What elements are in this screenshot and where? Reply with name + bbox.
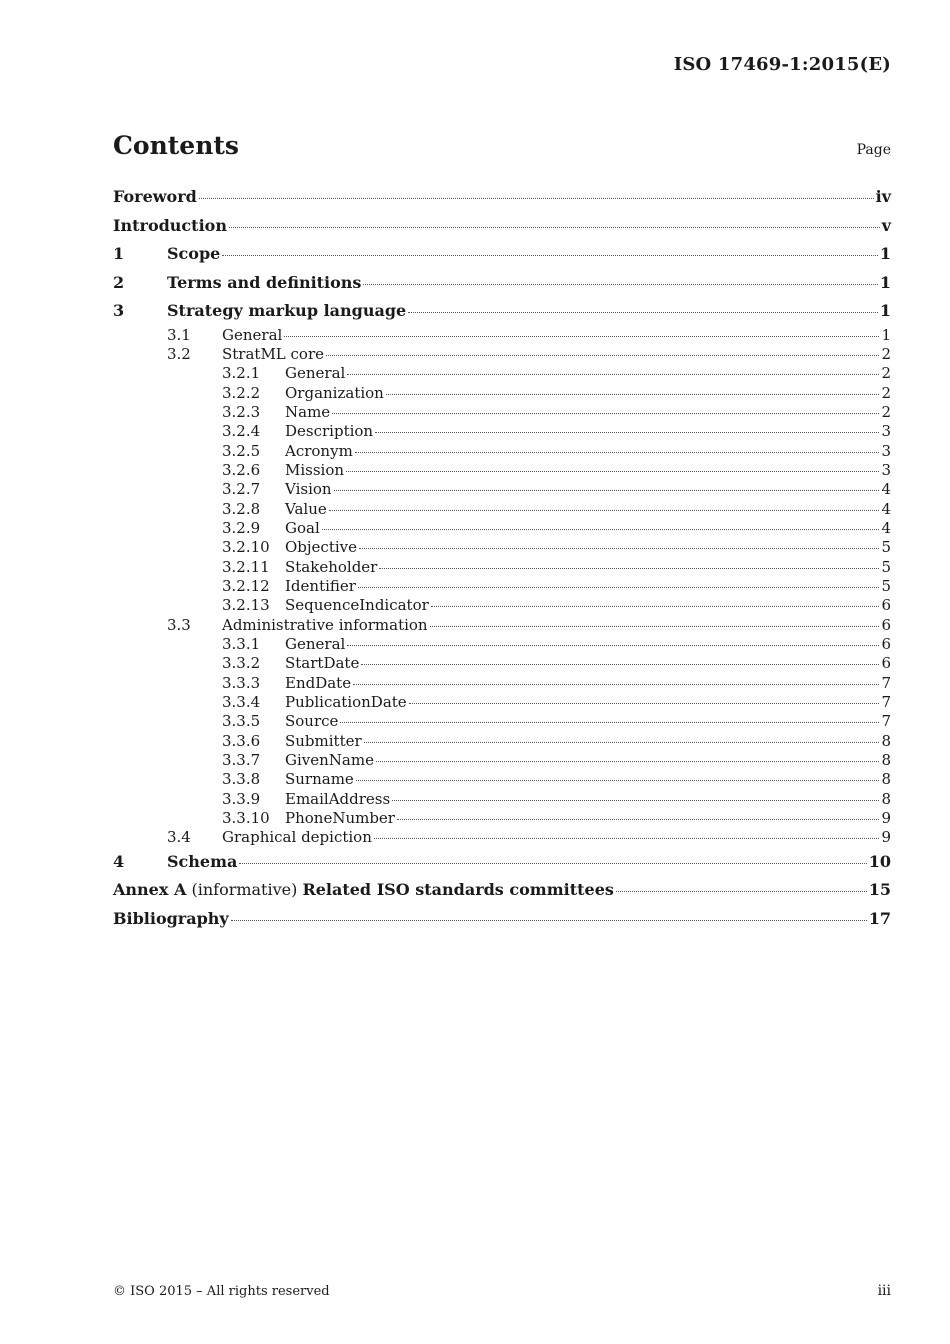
toc-entry[interactable] bbox=[113, 500, 891, 519]
toc-entry-number: 3.3.4 bbox=[222, 693, 261, 712]
footer-copyright: © ISO 2015 – All rights reserved bbox=[113, 1284, 330, 1299]
dot-leader bbox=[431, 606, 880, 607]
toc-entry-number: 3.2.2 bbox=[222, 383, 261, 402]
toc-entry-title: Submitter bbox=[285, 731, 362, 750]
toc-entry-number: 3.2.6 bbox=[222, 460, 261, 479]
toc-entry[interactable] bbox=[113, 240, 891, 269]
toc-entry-page: 5 bbox=[881, 576, 891, 595]
toc-entry-number: 3.3 bbox=[167, 615, 191, 634]
toc-entry[interactable] bbox=[113, 674, 891, 693]
document-id: ISO 17469-1:2015(E) bbox=[673, 54, 891, 75]
toc-entry[interactable] bbox=[113, 828, 891, 847]
toc-entry-title: Mission bbox=[285, 460, 345, 479]
dot-leader bbox=[346, 471, 879, 472]
toc-entry-number: 3.3.9 bbox=[222, 789, 261, 808]
toc-entry-title: General bbox=[285, 635, 346, 653]
toc-entry-number: 3.2.9 bbox=[222, 518, 261, 537]
toc-entry-page: 10 bbox=[868, 851, 891, 871]
toc-entry[interactable] bbox=[113, 905, 891, 934]
contents-title: Contents bbox=[113, 131, 240, 160]
toc-entry[interactable] bbox=[113, 384, 891, 403]
toc-entry-page: 4 bbox=[881, 480, 891, 499]
toc-entry[interactable] bbox=[113, 558, 891, 577]
toc-entry-number: 2 bbox=[113, 272, 125, 292]
toc-entry-title: Vision bbox=[285, 480, 332, 499]
toc-entry-page: 2 bbox=[881, 364, 891, 383]
toc-entry-title: Administrative information bbox=[222, 615, 428, 634]
annex-label: Annex A bbox=[113, 880, 187, 900]
toc-entry-number: 3.2.8 bbox=[222, 499, 261, 518]
toc-entry[interactable] bbox=[113, 480, 891, 499]
toc-entry-title: Introduction bbox=[113, 215, 227, 235]
toc-entry-page: v bbox=[881, 215, 891, 235]
toc-entry-page: 3 bbox=[881, 422, 891, 441]
toc-entry-page: 2 bbox=[881, 344, 891, 363]
toc-entry-number: 3.4 bbox=[167, 828, 191, 847]
dot-leader bbox=[364, 742, 880, 743]
dot-leader bbox=[353, 684, 879, 685]
dot-leader bbox=[397, 819, 879, 820]
dot-leader bbox=[361, 664, 879, 665]
toc-entry[interactable] bbox=[113, 442, 891, 461]
table-of-contents bbox=[113, 183, 891, 933]
toc-entry-page: 1 bbox=[879, 301, 891, 320]
toc-entry-number: 3.2.3 bbox=[222, 402, 261, 421]
toc-entry-page: 4 bbox=[881, 518, 891, 537]
toc-entry-title: EndDate bbox=[285, 673, 352, 692]
dot-leader bbox=[430, 626, 880, 627]
toc-entry-title: SequenceIndicator bbox=[285, 596, 429, 615]
dot-leader bbox=[239, 863, 866, 864]
dot-leader bbox=[358, 587, 880, 588]
toc-entry-title: Value bbox=[285, 499, 327, 518]
toc-entry[interactable] bbox=[113, 297, 891, 326]
toc-entry-title: Name bbox=[285, 402, 331, 421]
toc-entry-number: 4 bbox=[113, 851, 125, 871]
toc-entry[interactable] bbox=[113, 345, 891, 364]
toc-entry-number: 3.3.10 bbox=[222, 809, 270, 828]
toc-entry-title: Scope bbox=[167, 244, 221, 263]
toc-entry-number: 3.2.1 bbox=[222, 364, 261, 383]
toc-entry-title: Graphical depiction bbox=[222, 828, 372, 847]
dot-leader bbox=[332, 413, 879, 414]
toc-entry-page: 7 bbox=[881, 712, 891, 731]
toc-entry[interactable] bbox=[113, 461, 891, 480]
toc-entry[interactable] bbox=[113, 403, 891, 422]
toc-entry-title: Organization bbox=[285, 383, 384, 402]
toc-entry-title: StartDate bbox=[285, 654, 360, 673]
toc-entry-title bbox=[113, 876, 614, 905]
toc-entry-title: PhoneNumber bbox=[285, 809, 395, 828]
toc-entry[interactable] bbox=[113, 809, 891, 828]
toc-entry-page: 7 bbox=[881, 693, 891, 712]
dot-leader bbox=[199, 198, 874, 199]
dot-leader bbox=[375, 432, 879, 433]
toc-entry[interactable] bbox=[113, 577, 891, 596]
dot-leader bbox=[374, 838, 880, 839]
toc-entry-page: 6 bbox=[881, 596, 891, 615]
toc-entry-number: 3.2.13 bbox=[222, 596, 270, 615]
dot-leader bbox=[408, 312, 878, 313]
toc-entry-number: 3.2 bbox=[167, 344, 191, 363]
toc-entry-page: 17 bbox=[868, 908, 891, 928]
toc-entry-number: 3.2.10 bbox=[222, 538, 270, 557]
toc-entry-title: EmailAddress bbox=[285, 789, 391, 808]
toc-entry[interactable] bbox=[113, 616, 891, 635]
toc-entry[interactable] bbox=[113, 269, 891, 298]
dot-leader bbox=[347, 374, 879, 375]
toc-entry-title: PublicationDate bbox=[285, 693, 407, 712]
dot-leader bbox=[355, 452, 880, 453]
toc-entry[interactable] bbox=[113, 790, 891, 809]
toc-entry-title: GivenName bbox=[285, 751, 374, 770]
toc-entry-number: 3.1 bbox=[167, 325, 191, 344]
toc-entry-title: Source bbox=[285, 712, 339, 731]
dot-leader bbox=[359, 548, 879, 549]
annex-title: Related ISO standards committees bbox=[302, 880, 614, 900]
toc-entry-page: 15 bbox=[868, 880, 891, 900]
toc-entry-number: 3.2.4 bbox=[222, 422, 261, 441]
toc-entry-page: 8 bbox=[881, 751, 891, 770]
dot-leader bbox=[379, 568, 879, 569]
toc-entry-number: 3.2.5 bbox=[222, 441, 261, 460]
toc-entry-title: StratML core bbox=[222, 344, 325, 363]
toc-entry-number: 3.2.12 bbox=[222, 576, 270, 595]
toc-entry-page: 3 bbox=[881, 441, 891, 460]
toc-entry-title: Acronym bbox=[285, 441, 353, 460]
toc-entry-page: 4 bbox=[881, 499, 891, 518]
toc-entry[interactable] bbox=[113, 848, 891, 877]
toc-entry-number: 3.3.1 bbox=[222, 635, 261, 653]
dot-leader bbox=[347, 645, 879, 646]
toc-entry-number: 3.3.5 bbox=[222, 712, 261, 731]
toc-entry-number: 3.3.3 bbox=[222, 673, 261, 692]
toc-entry[interactable] bbox=[113, 212, 891, 241]
toc-entry-page: 9 bbox=[881, 828, 891, 847]
toc-entry-number: 3.2.11 bbox=[222, 557, 270, 576]
dot-leader bbox=[616, 891, 867, 892]
toc-entry[interactable] bbox=[113, 519, 891, 538]
toc-entry-title: Schema bbox=[167, 851, 238, 871]
toc-entry-page: 9 bbox=[881, 809, 891, 828]
toc-entry-page: 1 bbox=[881, 325, 891, 344]
toc-entry[interactable] bbox=[113, 770, 891, 789]
toc-entry[interactable] bbox=[113, 693, 891, 712]
toc-entry-title: Foreword bbox=[113, 187, 197, 206]
toc-entry-page: 3 bbox=[881, 460, 891, 479]
toc-entry-page: 8 bbox=[881, 770, 891, 789]
dot-leader bbox=[386, 394, 880, 395]
toc-entry[interactable] bbox=[113, 712, 891, 731]
toc-entry[interactable] bbox=[113, 751, 891, 770]
toc-entry-title: General bbox=[285, 364, 346, 383]
dot-leader bbox=[409, 703, 880, 704]
toc-entry-title: General bbox=[222, 325, 283, 344]
toc-entry-title: Goal bbox=[285, 518, 320, 537]
toc-entry-number: 3.3.2 bbox=[222, 654, 261, 673]
toc-entry-page: 8 bbox=[881, 731, 891, 750]
toc-entry[interactable] bbox=[113, 538, 891, 557]
toc-entry-page: 6 bbox=[881, 615, 891, 634]
toc-entry-page: iv bbox=[875, 187, 891, 206]
dot-leader bbox=[229, 227, 880, 228]
toc-entry-page: 2 bbox=[881, 383, 891, 402]
toc-entry-page: 8 bbox=[881, 789, 891, 808]
annex-type: (informative) bbox=[186, 880, 303, 900]
dot-leader bbox=[326, 355, 879, 356]
toc-entry-page: 5 bbox=[881, 538, 891, 557]
toc-entry-number: 3 bbox=[113, 301, 125, 320]
toc-entry-page: 6 bbox=[881, 635, 891, 653]
toc-entry-title: Description bbox=[285, 422, 374, 441]
dot-leader bbox=[356, 780, 880, 781]
toc-entry-page: 5 bbox=[881, 557, 891, 576]
toc-entry-number: 1 bbox=[113, 244, 125, 263]
page-column-label: Page bbox=[856, 142, 891, 158]
toc-entry[interactable] bbox=[113, 596, 891, 615]
toc-entry[interactable] bbox=[113, 876, 891, 905]
toc-entry-title: Bibliography bbox=[113, 908, 229, 928]
dot-leader bbox=[222, 255, 878, 256]
toc-entry[interactable] bbox=[113, 326, 891, 345]
toc-entry-page: 2 bbox=[881, 402, 891, 421]
toc-entry-page: 1 bbox=[879, 244, 891, 263]
toc-entry-page: 6 bbox=[881, 654, 891, 673]
toc-entry[interactable] bbox=[113, 654, 891, 673]
toc-entry-title: Objective bbox=[285, 538, 358, 557]
toc-entry[interactable] bbox=[113, 364, 891, 383]
footer-page-number: iii bbox=[877, 1283, 891, 1299]
dot-leader bbox=[340, 722, 879, 723]
dot-leader bbox=[231, 920, 867, 921]
toc-entry-page: 7 bbox=[881, 673, 891, 692]
dot-leader bbox=[322, 529, 880, 530]
toc-entry-title: Identifier bbox=[285, 576, 356, 595]
toc-entry-number: 3.2.7 bbox=[222, 480, 261, 499]
dot-leader bbox=[363, 284, 877, 285]
toc-entry-title: Stakeholder bbox=[285, 557, 378, 576]
toc-entry[interactable] bbox=[113, 732, 891, 751]
dot-leader bbox=[392, 800, 879, 801]
toc-entry-number: 3.3.6 bbox=[222, 731, 261, 750]
toc-entry-title: Strategy markup language bbox=[167, 301, 407, 320]
toc-entry-title: Surname bbox=[285, 770, 354, 789]
toc-entry[interactable] bbox=[113, 635, 891, 654]
toc-entry[interactable] bbox=[113, 422, 891, 441]
dot-leader bbox=[329, 510, 880, 511]
dot-leader bbox=[376, 761, 879, 762]
toc-entry-title: Terms and definitions bbox=[167, 272, 362, 292]
dot-leader bbox=[284, 336, 879, 337]
toc-entry-number: 3.3.8 bbox=[222, 770, 261, 789]
toc-entry-number: 3.3.7 bbox=[222, 751, 261, 770]
toc-entry-page: 1 bbox=[879, 272, 891, 292]
toc-entry[interactable] bbox=[113, 183, 891, 212]
dot-leader bbox=[334, 490, 880, 491]
